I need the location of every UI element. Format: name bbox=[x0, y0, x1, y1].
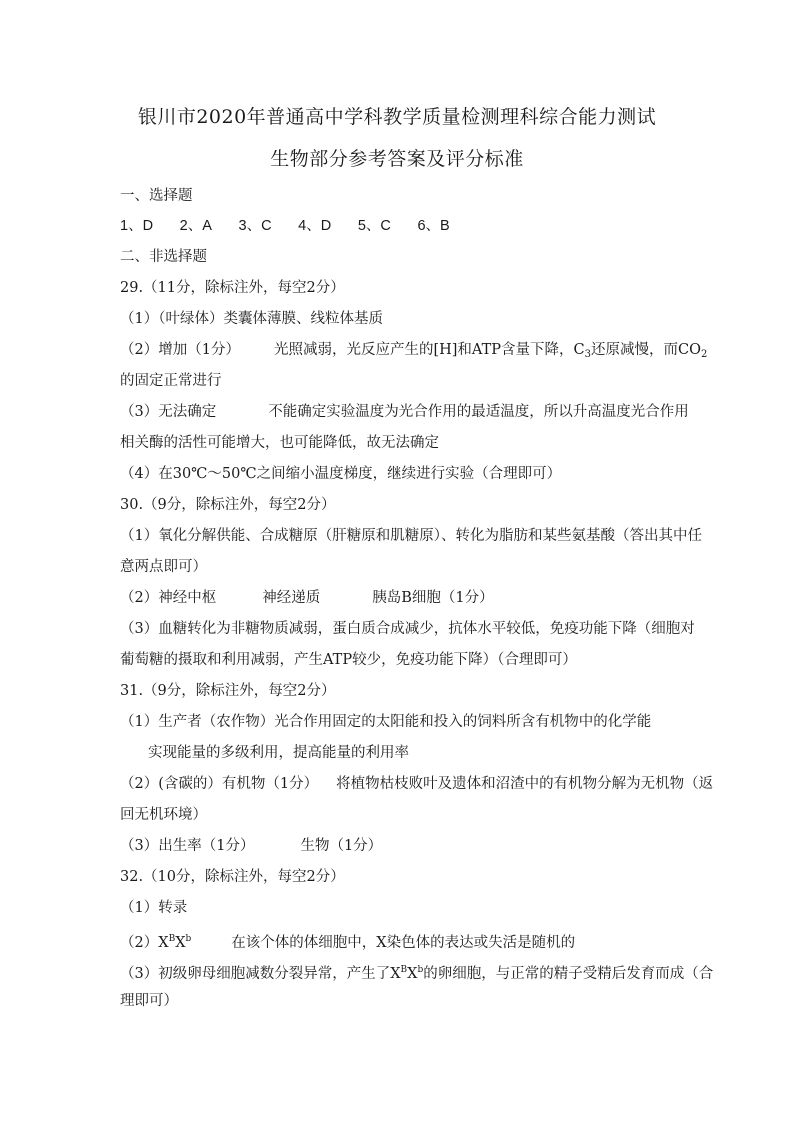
q30-answer-2-part1: （2）神经中枢 bbox=[120, 590, 217, 606]
q32-answer-2-mid: X bbox=[175, 935, 186, 951]
q30-answer-1-cont: 意两点即可） bbox=[120, 559, 207, 575]
q29-answer-2-sub1: 3 bbox=[584, 349, 591, 360]
q31-answer-2-cont: 回无机环境） bbox=[120, 807, 207, 823]
q29-answer-2-text-b: 还原减慢，而CO bbox=[591, 342, 701, 358]
q32-answer-3-prefix: （3）初级卵母细胞减数分裂异常，产生了X bbox=[120, 966, 401, 982]
q30-answer-3: （3）血糖转化为非糖物质减弱，蛋白质合成减少，抗体水平较低，免疫功能下降（细胞对 bbox=[120, 621, 695, 637]
q30-answer-1: （1）氧化分解供能、合成糖原（肝糖原和肌糖原）、转化为脂肪和某些氨基酸（答出其中任 bbox=[120, 528, 702, 544]
q29-answer-3-prefix: （3）无法确定 bbox=[120, 404, 217, 420]
q30-answer-2-part2: 神经递质 bbox=[262, 590, 321, 606]
q29-heading: 29.（11分，除标注外，每空2分） bbox=[120, 280, 345, 296]
q29-answer-2 bbox=[120, 340, 707, 365]
q32-answer-3-sup2: b bbox=[417, 965, 424, 975]
q31-answer-3-part2: 生物（1分） bbox=[300, 838, 383, 854]
q29-answer-2-sub2: 2 bbox=[700, 349, 708, 360]
q30-answer-2 bbox=[120, 588, 494, 608]
choice-answer-1: 1、D bbox=[120, 218, 154, 234]
choice-answer-5: 5、C bbox=[357, 218, 391, 234]
q32-answer-2-prefix: （2）X bbox=[120, 935, 169, 951]
section-heading-nonchoice: 二、非选择题 bbox=[120, 249, 207, 265]
q32-heading: 32.（10分，除标注外，每空2分） bbox=[120, 869, 345, 885]
q32-answer-2-text: 在该个体的体细胞中，X染色体的表达或失活是随机的 bbox=[231, 935, 576, 951]
q31-answer-1: （1）生产者（农作物）光合作用固定的太阳能和投入的饲料所含有机物中的化学能 bbox=[120, 714, 652, 730]
q29-answer-3-text: 不能确定实验温度为光合作用的最适温度，所以升高温度光合作用 bbox=[268, 404, 689, 420]
q29-answer-2-cont: 的固定正常进行 bbox=[120, 373, 222, 389]
q31-answer-3 bbox=[120, 836, 382, 856]
q32-answer-3-sup1: B bbox=[400, 965, 408, 975]
q32-answer-2 bbox=[120, 929, 575, 953]
q32-answer-1: （1）转录 bbox=[120, 900, 188, 916]
choice-answer-4: 4、D bbox=[298, 218, 332, 234]
q29-answer-2-prefix: （2）增加（1分） bbox=[120, 342, 240, 358]
q29-answer-4: （4）在30℃～50℃之间缩小温度梯度，继续进行实验（合理即可） bbox=[120, 466, 562, 482]
q30-answer-3-cont: 葡萄糖的摄取和利用减弱，产生ATP较少，免疫功能下降）（合理即可） bbox=[120, 652, 577, 668]
q32-answer-3-cont: 理即可） bbox=[120, 993, 178, 1009]
q29-answer-3 bbox=[120, 402, 689, 422]
q31-answer-3-part1: （3）出生率（1分） bbox=[120, 838, 255, 854]
q32-answer-2-sup1: B bbox=[168, 934, 176, 944]
q31-answer-1-cont: 实现能量的多级利用，提高能量的利用率 bbox=[148, 745, 409, 761]
choice-answer-6: 6、B bbox=[417, 218, 450, 234]
q32-answer-2-sup2: b bbox=[185, 934, 192, 944]
q29-answer-2-text-a: 光照减弱，光反应产生的[H]和ATP含量下降，C bbox=[273, 342, 585, 358]
choice-answer-2: 2、A bbox=[179, 218, 212, 234]
page-subtitle: 生物部分参考答案及评分标准 bbox=[270, 148, 524, 170]
q32-answer-3-mid: X bbox=[407, 966, 418, 982]
q30-heading: 30.（9分，除标注外，每空2分） bbox=[120, 497, 336, 513]
q32-answer-3-text: 的卵细胞，与正常的精子受精后发育而成（合 bbox=[423, 966, 714, 982]
q29-answer-3-cont: 相关酶的活性可能增大，也可能降低，故无法确定 bbox=[120, 435, 439, 451]
page-title: 银川市2020年普通高中学科教学质量检测理科综合能力测试 bbox=[137, 106, 657, 128]
q31-heading: 31.（9分，除标注外，每空2分） bbox=[120, 683, 336, 699]
q32-answer-3 bbox=[120, 960, 713, 984]
q31-answer-2 bbox=[120, 774, 713, 794]
section-heading-choice: 一、选择题 bbox=[120, 188, 193, 204]
q30-answer-2-part3: 胰岛B细胞（1分） bbox=[372, 590, 494, 606]
choice-answers bbox=[120, 216, 472, 236]
q29-answer-1: （1）（叶绿体）类囊体薄膜、线粒体基质 bbox=[120, 311, 383, 327]
q31-answer-2-prefix: （2）(含碳的）有机物（1分） bbox=[120, 776, 319, 792]
q31-answer-2-text: 将植物枯枝败叶及遗体和沼渣中的有机物分解为无机物（返 bbox=[336, 776, 714, 792]
choice-answer-3: 3、C bbox=[238, 218, 272, 234]
